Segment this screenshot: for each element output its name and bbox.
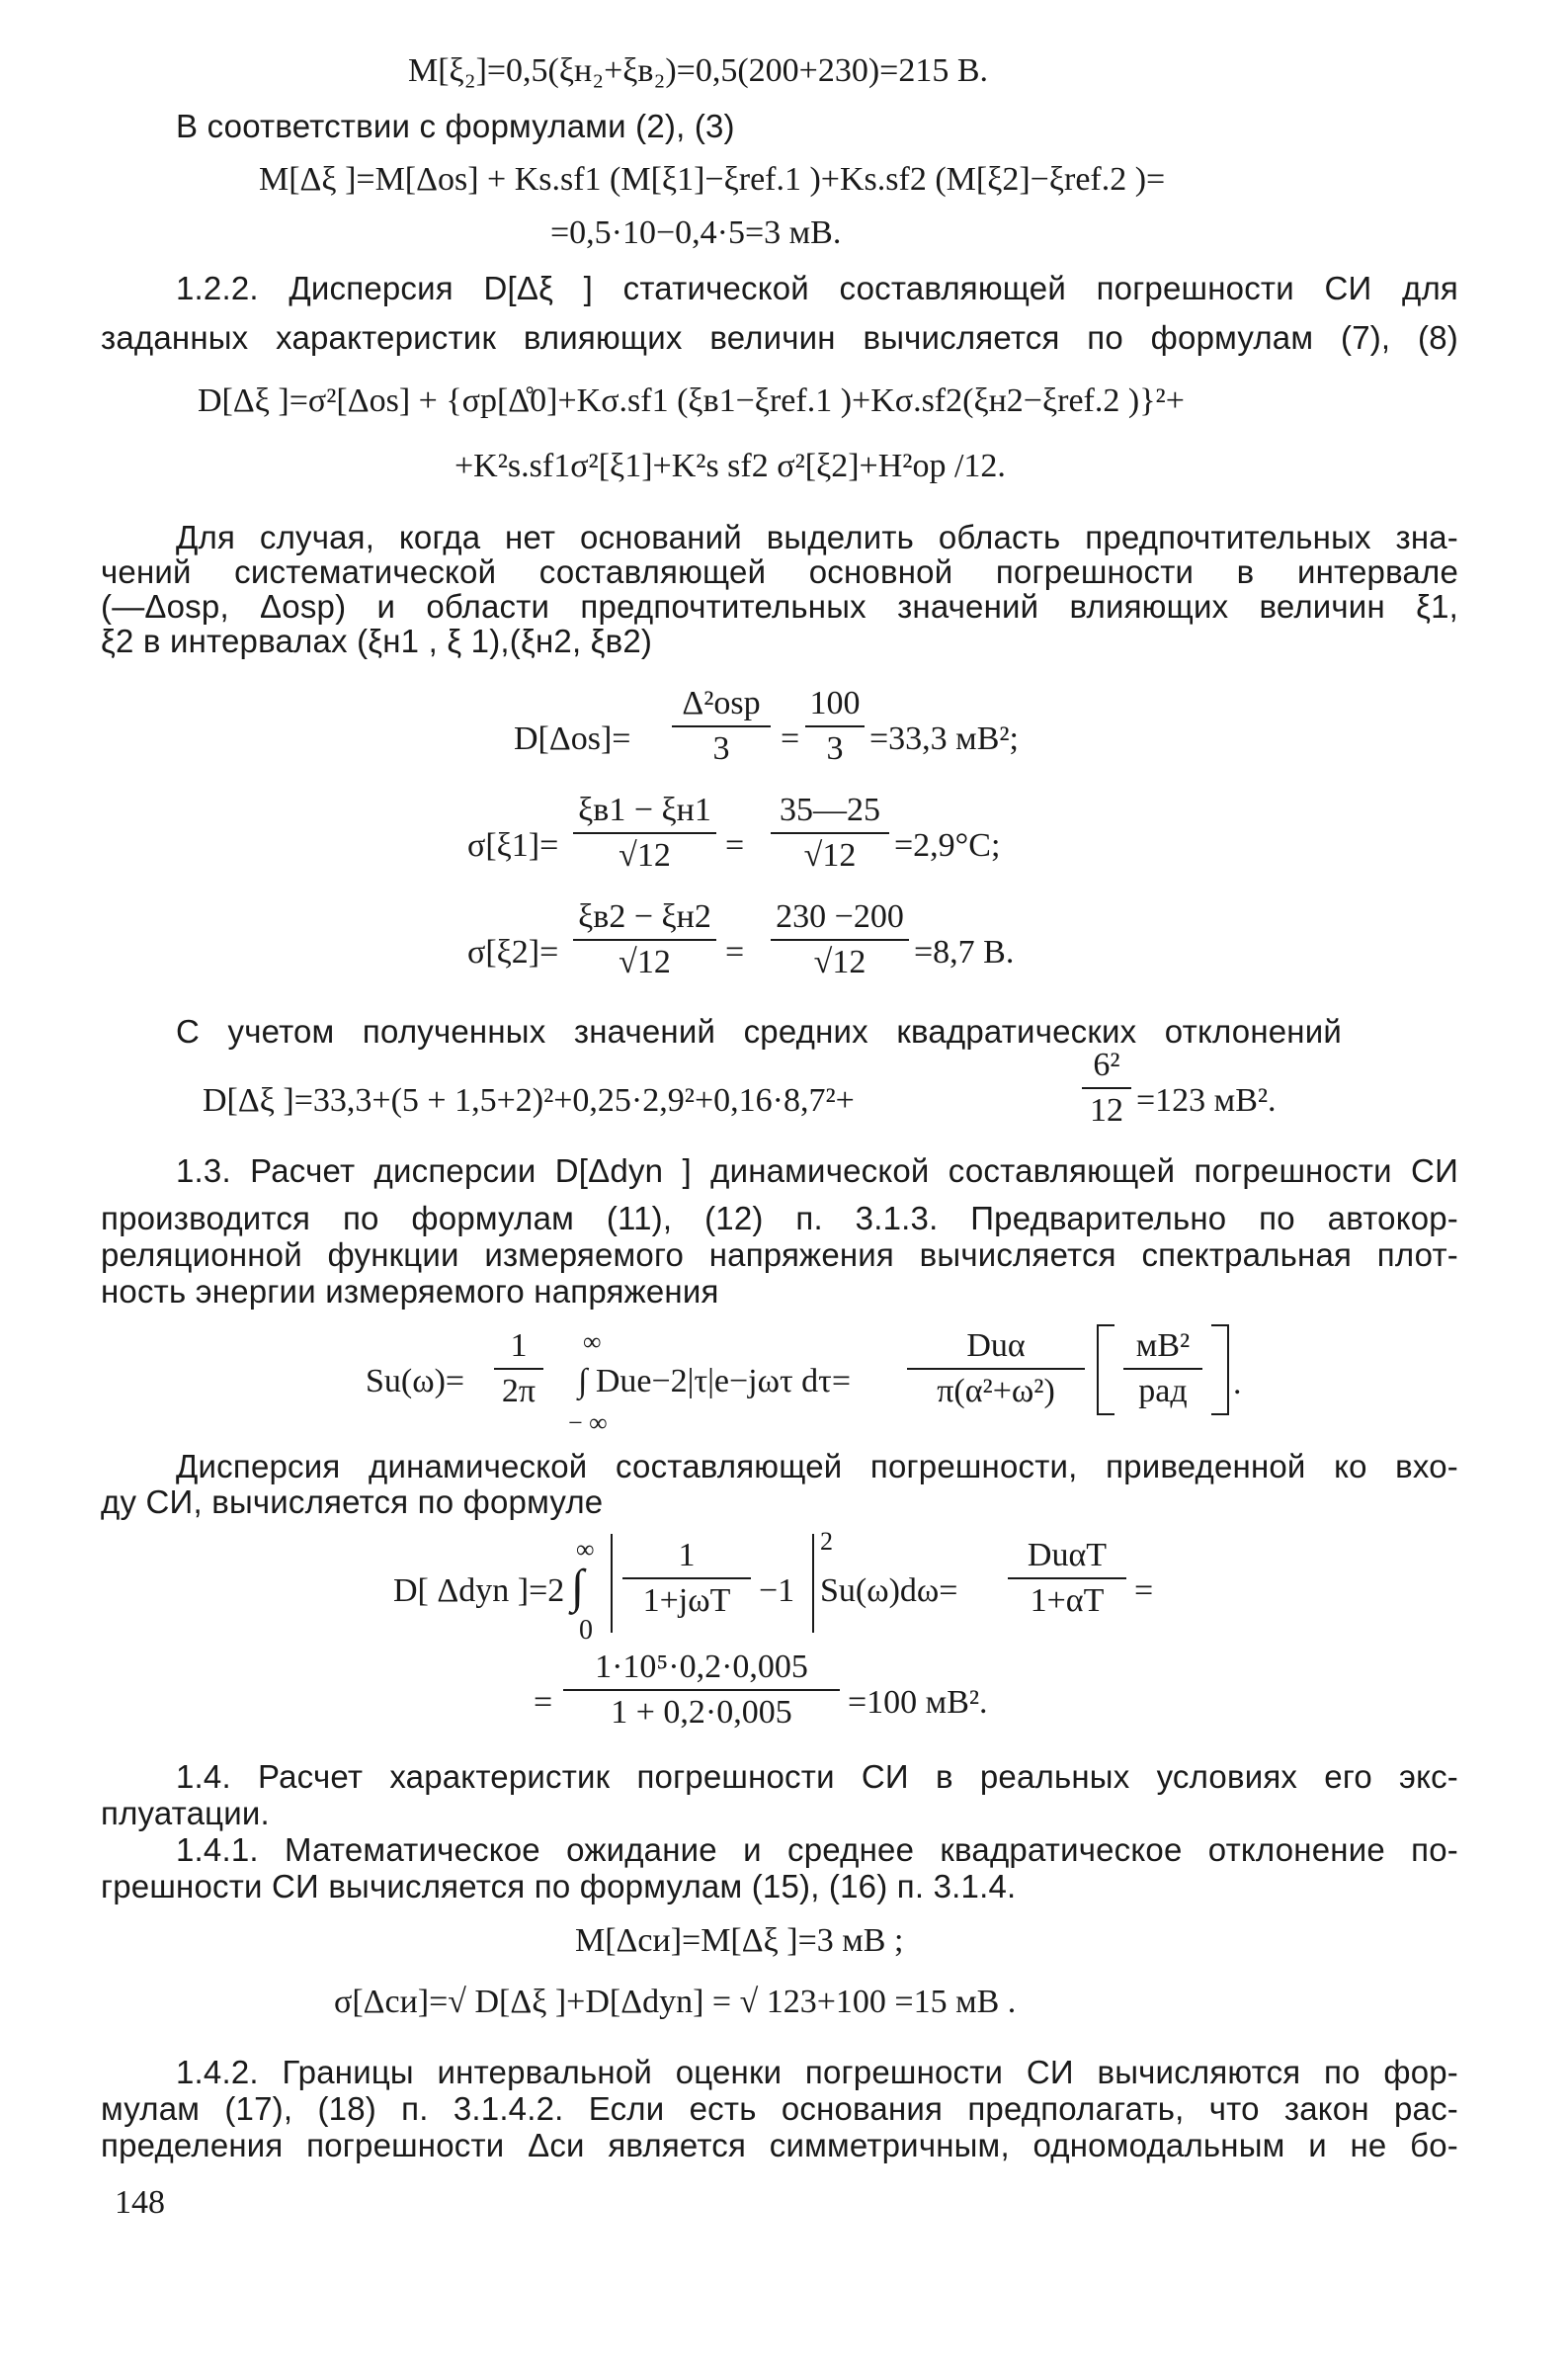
fraction-s2-2: 230 −200 √12 — [771, 897, 909, 982]
formula-sigma-xi1-lhs: σ[ξ1]= — [467, 827, 559, 864]
fraction-du-alpha: Duα π(α²+ω²) — [907, 1326, 1085, 1411]
section-1-4-1-heading: 1.4.1. Математическое ожидание и среднее квадратическое отклонение по- — [176, 1831, 1458, 1868]
abs-bar-left — [611, 1534, 617, 1633]
unit-brackets — [1097, 1324, 1229, 1415]
page-number: 148 — [115, 2184, 165, 2221]
section-1-2-2-heading: 1.2.2. Дисперсия D[Δξ ] статической составляющей погрешности СИ для — [176, 270, 1458, 306]
text-line: ξ2 в интервалах (ξн1 , ξ 1),(ξн2, ξв2) — [101, 623, 653, 659]
book-page: M[ξ₂]=0,5(ξн₂+ξв₂)=0,5(200+230)=215 В. В соответствии с формулами (2), (3) M[Δξ ]=M[Δos] + Ks.sf1 (M[ξ1]−ξref.1 )+Ks.sf2 (M[ξ2]−ξref.2 )= =0,5·10−0,4·5=3 мВ. 1.2.2. Дисперсия D[Δξ ] статической составляющей погрешности СИ для заданных характеристик влияющих величин вычисляется по формулам (7), (8) D[Δξ ]=σ²[Δos] + {σp[Δ̊0]+Kσ.sf1 (ξв1−ξref.1 )+Kσ.sf2(ξн2−ξref.2 )}²+ +K²s.sf1σ²[ξ1]+K²s sf2 σ²[ξ2]+H²op /12. Для случая, когда нет оснований выделить область предпочтительных зна- чений систематической составляющей основной погрешности в интервале (—Δosp, Δosp) и области предпочтительных значений влияющих величин ξ1, ξ2 в интервалах (ξн1 , ξ 1),(ξн2, ξв2) D[Δos]= Δ²osp 3 = 100 3 =33,3 мВ²; σ[ξ1]= ξв1 − ξн1 √12 = 35—25 √12 =2,9°С; σ[ξ2]= ξв2 − ξн2 √12 = 230 −200 √12 =8,7 В. С учетом полученных значений средних квадратических отклонений D[Δξ ]=33,3+(5 + 1,5+2)²+0,25·2,9²+0,16·8,7²+ 6² 12 =123 мВ². 1.3. Расчет дисперсии D[Δdyn ] динамической составляющей погрешности СИ производится по формулам (11), (12) п. 3.1.3. Предварительно по автокор- реляционной функции измеряемого напряжения вычисляется спектральная плот- ность энергии измеряемого напряжения Su(ω)= 1 2π ∞ ∫ Duе−2|τ|е−jωτ dτ= − ∞ Duα π(α²+ω²) мВ² рад . Дисперсия динамической составляющей погрешности, приведенной ко вхо- ду СИ, вычисляется по формуле D[ Δdyn ]=2 ∞ ∫ 0 1 1+jωT −1 2 Su(ω)dω= DuαT 1+αT = = 1·10⁵·0,2·0,005 1 + 0,2·0,005 =100 мВ². 1.4. Расчет характеристик погрешности СИ в реальных условиях его экс- плуатации. 1.4.1. Математическое ожидание и среднее квадратическое отклонение по- грешности СИ вычисляется по формулам (15), (16) п. 3.1.4. M[Δси]=M[Δξ ]=3 мВ ; σ[Δси]=√ D[Δξ ]+D[Δdyn] = √ 123+100 =15 мВ . 1.4.2. Границы интервальной оценки погрешности СИ вычисляются по фор- мулам (17), (18) п. 3.1.4.2. Если есть основания предполагать, что закон рас- пределения погрешности Δси является симметричным, одномодальным и не бо- 148 — [101, 52, 1458, 2221]
unit-mv2-per-rad: мВ² рад — [1123, 1326, 1202, 1411]
formula-m-delta-result: =0,5·10−0,4·5=3 мВ. — [550, 214, 842, 251]
text-line: Для случая, когда нет оснований выделить область предпочтительных зна- — [176, 519, 1458, 555]
text-line: ду СИ, вычисляется по формуле — [101, 1483, 604, 1520]
fraction-s1-1: ξв1 − ξн1 √12 — [573, 791, 716, 876]
abs-bar-right — [812, 1534, 818, 1633]
text-line: (—Δosp, Δosp) и области предпочтительных значений влияющих величин ξ1, — [101, 588, 1458, 625]
fraction-dos-2: 100 3 — [805, 684, 865, 769]
formula-d-delta-numeric: D[Δξ ]=33,3+(5 + 1,5+2)²+0,25·2,9²+0,16·8,7²+ — [203, 1082, 855, 1119]
section-1-4-heading: 1.4. Расчет характеристик погрешности СИ в реальных условиях его экс- — [176, 1758, 1458, 1795]
fraction-ddyn-numeric: 1·10⁵·0,2·0,005 1 + 0,2·0,005 — [563, 1648, 840, 1733]
formula-su-lhs: Su(ω)= — [366, 1363, 465, 1399]
formula-ddyn-lhs: D[ Δdyn ]=2 — [393, 1572, 565, 1609]
formula-ddyn-result: =100 мВ². — [848, 1684, 988, 1721]
fraction-du-alpha-t: DuαT 1+αT — [1008, 1536, 1126, 1621]
formula-sigma-xi2-lhs: σ[ξ2]= — [467, 934, 559, 971]
text-line: Дисперсия динамической составляющей погрешности, приведенной ко вхо- — [176, 1448, 1458, 1484]
text-line: ность энергии измеряемого напряжения — [101, 1273, 719, 1310]
text-line: С учетом полученных значений средних квадратических отклонений — [176, 1013, 1342, 1050]
fraction-s2-1: ξв2 − ξн2 √12 — [573, 897, 716, 982]
formula-su-integral: ∫ Duе−2|τ|е−jωτ dτ= — [578, 1363, 852, 1399]
section-1-3-heading: 1.3. Расчет дисперсии D[Δdyn ] динамической составляющей погрешности СИ — [176, 1152, 1458, 1189]
formula-m-xi2: M[ξ₂]=0,5(ξн₂+ξв₂)=0,5(200+230)=215 В. — [408, 52, 988, 89]
fraction-1-2pi: 1 2π — [494, 1326, 543, 1411]
text-line: заданных характеристик влияющих величин вычисляется по формулам (7), (8) — [101, 319, 1458, 356]
integral-sign: ∫ — [571, 1561, 585, 1613]
text-line: производится по формулам (11), (12) п. 3.1.3. Предварительно по автокор- — [101, 1200, 1458, 1236]
section-1-4-2-heading: 1.4.2. Границы интервальной оценки погрешности СИ вычисляются по фор- — [176, 2054, 1458, 2090]
fraction-6sq-12: 6² 12 — [1082, 1046, 1131, 1131]
formula-d-delta-cont: +K²s.sf1σ²[ξ1]+K²s sf2 σ²[ξ2]+H²op /12. — [454, 448, 1006, 484]
formula-d-dos-lhs: D[Δos]= — [514, 720, 631, 757]
text-line: чений систематической составляющей основной погрешности в интервале — [101, 553, 1458, 590]
formula-sigma-dsi: σ[Δси]=√ D[Δξ ]+D[Δdyn] = √ 123+100 =15 мВ . — [334, 1984, 1017, 2020]
text-line: реляционной функции измеряемого напряжения вычисляется спектральная плот- — [101, 1236, 1458, 1273]
text-line: грешности СИ вычисляется по формулам (15), (16) п. 3.1.4. — [101, 1868, 1017, 1904]
fraction-s1-2: 35—25 √12 — [771, 791, 889, 876]
text-line: мулам (17), (18) п. 3.1.4.2. Если есть основания предполагать, что закон рас- — [101, 2090, 1458, 2127]
fraction-1-1jwt: 1 1+jωT — [622, 1536, 751, 1621]
fraction-dos-1: Δ²osp 3 — [672, 684, 771, 769]
text-line: В соответствии с формулами (2), (3) — [176, 108, 735, 144]
formula-m-dsi: M[Δси]=M[Δξ ]=3 мВ ; — [575, 1922, 904, 1959]
formula-m-delta: M[Δξ ]=M[Δos] + Ks.sf1 (M[ξ1]−ξref.1 )+Ks.sf2 (M[ξ2]−ξref.2 )= — [259, 161, 1166, 198]
formula-d-delta: D[Δξ ]=σ²[Δos] + {σp[Δ̊0]+Kσ.sf1 (ξв1−ξref.1 )+Kσ.sf2(ξн2−ξref.2 )}²+ — [198, 382, 1185, 419]
text-line: пределения погрешности Δси является симметричным, одномодальным и не бо- — [101, 2127, 1458, 2163]
text-line: плуатации. — [101, 1795, 270, 1831]
